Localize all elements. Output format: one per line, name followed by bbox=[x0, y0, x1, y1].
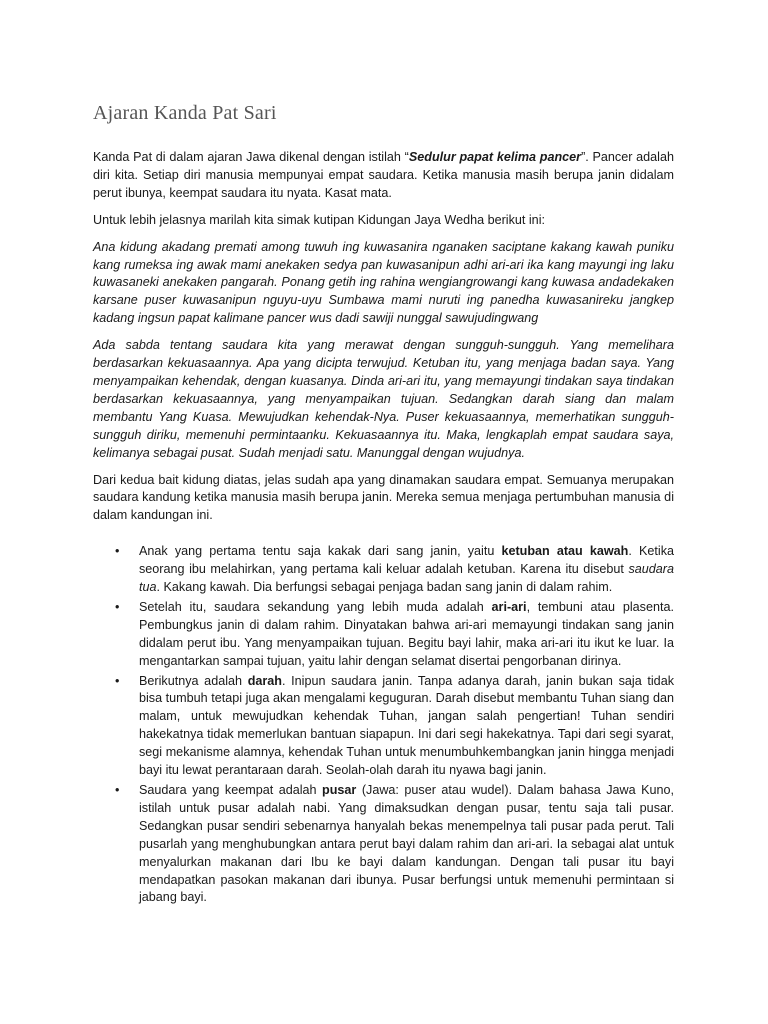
list-item-text: Setelah itu, saudara sekandung yang lebih muda adalah bbox=[139, 599, 492, 614]
list-item-text: Anak yang pertama tentu saja kakak dari sang janin, yaitu bbox=[139, 544, 502, 559]
list-item-text: . Kakang kawah. Dia berfungsi sebagai penjaga badan sang janin di dalam rahim. bbox=[156, 580, 613, 595]
bullet-icon: • bbox=[115, 783, 120, 797]
intro-emphasis: Sedulur papat kelima pancer bbox=[408, 150, 582, 164]
intro-paragraph bbox=[93, 149, 674, 203]
list-item-bold: darah bbox=[247, 673, 282, 688]
list-item-text: . Inipun saudara janin. Tanpa adanya darah, janin bukan saja tidak bisa tumbuh tetapi juga akan mengalami keguguran. Darah disebut membantu Tuhan siang dan malam, untuk mewujudkan kehendak Tuhan, jangan salah pengertian! Tuhan sendiri hakekatnya tidak memerlukan bantuan siapapun. Ini dari segi hakekatnya. Tapi dari segi syarat, segi mekanisme alamnya, kehendak Tuhan untuk menumbuhkembangkan janin hingga menjadi bayi itu lewat perantaraan darah. Seolah-olah darah itu nyawa bagi janin. bbox=[139, 673, 674, 778]
list-item-text: Berikutnya adalah bbox=[139, 673, 248, 688]
list-item-bold: pusar bbox=[322, 783, 357, 797]
summary-paragraph: Dari kedua bait kidung diatas, jelas sudah apa yang dinamakan saudara empat. Semuanya merupakan saudara kandung ketika manusia masih berupa janin. Mereka semua menjaga pertumbuhan manusia di dalam kandungan ini. bbox=[93, 472, 674, 523]
kidung-translation: Ada sabda tentang saudara kita yang merawat dengan sungguh-sungguh. Yang memelihara berdasarkan kekuasaannya. Apa yang dicipta terwujud. Ketuban itu, yang menjaga badan saya. Yang menyampaikan kehendak, dengan kuasanya. Dinda ari-ari itu, yang memayungi tindakan saya tindakan berdasarkan kekuasaannya, yang menyampaikan tujuan. Sedangkan darah siang dan malam membantu Yang Kuasa. Mewujudkan kehendak-Nya. Puser kekuasaannya, memerhatikan sungguh-sungguh diriku, memenuhi permintaanku. Kekuasaannya itu. Maka, lengkaplah empat saudara saya, kelimanya sebagai pusat. Sudah menjadi satu. Manunggal dengan wujudnya. bbox=[93, 338, 674, 460]
intro-text: Kanda Pat di dalam ajaran Jawa dikenal dengan istilah “ bbox=[93, 150, 409, 164]
lead-paragraph: Untuk lebih jelasnya marilah kita simak kutipan Kidungan Jaya Wedha berikut ini: bbox=[93, 212, 545, 227]
bullet-icon: • bbox=[115, 599, 120, 614]
saudara-list bbox=[93, 543, 674, 907]
list-item bbox=[93, 543, 674, 597]
bullet-icon: • bbox=[115, 544, 120, 559]
list-item-text: Saudara yang keempat adalah bbox=[139, 783, 323, 797]
list-item bbox=[93, 782, 674, 907]
list-item bbox=[93, 673, 674, 780]
kidung-verse: Ana kidung akadang premati among tuwuh ing kuwasanira nganaken saciptane kakang kawah puniku kang rumeksa ing awak mami anekaken sedya pan kuwasanipun adhi ari-ari ika kang mayungi ing laku kuwasaneki anekaken pangarah. Ponang getih ing rahina wengiangrowangi kang kuwasa andadekaken karsane puser kuwasanipun nguyu-uyu Sumbawa mami nuruti ing panedha kuwasanireku jangkep kadang ingsun papat kalimane pancer wus dadi sawiji nunggal sawujudingwang bbox=[93, 239, 674, 326]
list-item-text: (Jawa: puser atau wudel). Dalam bahasa Jawa Kuno, istilah untuk pusar adalah nabi. Yang dimaksudkan dengan pusar, tentu saja tali pusar. Sedangkan pusar sendiri sebenarnya hanyalah bekas menempelnya tali pusar pada perut. Tali pusarlah yang menghubungkan antara perut bayi dalam rahim dan ari-ari. Ia sebagai alat untuk menyalurkan makanan dari Ibu ke bayi dalam kandungan. Dengan tali pusar itu bayi mendapatkan pasokan makanan dari ibunya. Pusar berfungsi untuk memenuhi permintaan si jabang bayi. bbox=[139, 783, 675, 905]
intro-text-end: ”. Pancer adalah diri kita. Setiap diri manusia mempunyai empat saudara. Ketika manusia masih berupa janin didalam perut ibunya, keempat saudara itu nyata. Kasat mata. bbox=[93, 150, 674, 200]
list-item bbox=[93, 599, 674, 671]
list-item-bold: ketuban atau kawah bbox=[501, 544, 629, 559]
list-item-bold: ari-ari bbox=[491, 599, 527, 614]
page-title: Ajaran Kanda Pat Sari bbox=[93, 102, 277, 124]
bullet-icon: • bbox=[115, 673, 120, 688]
list-item-text: , tembuni atau plasenta. Pembungkus janin di dalam rahim. Dinyatakan bahwa ari-ari memayungi tindakan sang janin didalam perut ibu. Yang menyampaikan tujuan. Begitu bayi lahir, maka ari-ari itu ikut ke luar. Ia mengantarkan sampai tujuan, yaitu lahir dengan selamat disertai pengorbanan dirinya. bbox=[139, 599, 674, 668]
list-item-text: . Ketika seorang ibu melahirkan, yang pertama kali keluar adalah ketuban. Karena itu disebut bbox=[139, 544, 674, 577]
document-body bbox=[93, 100, 674, 909]
list-item-italic: saudara tua bbox=[139, 562, 674, 595]
